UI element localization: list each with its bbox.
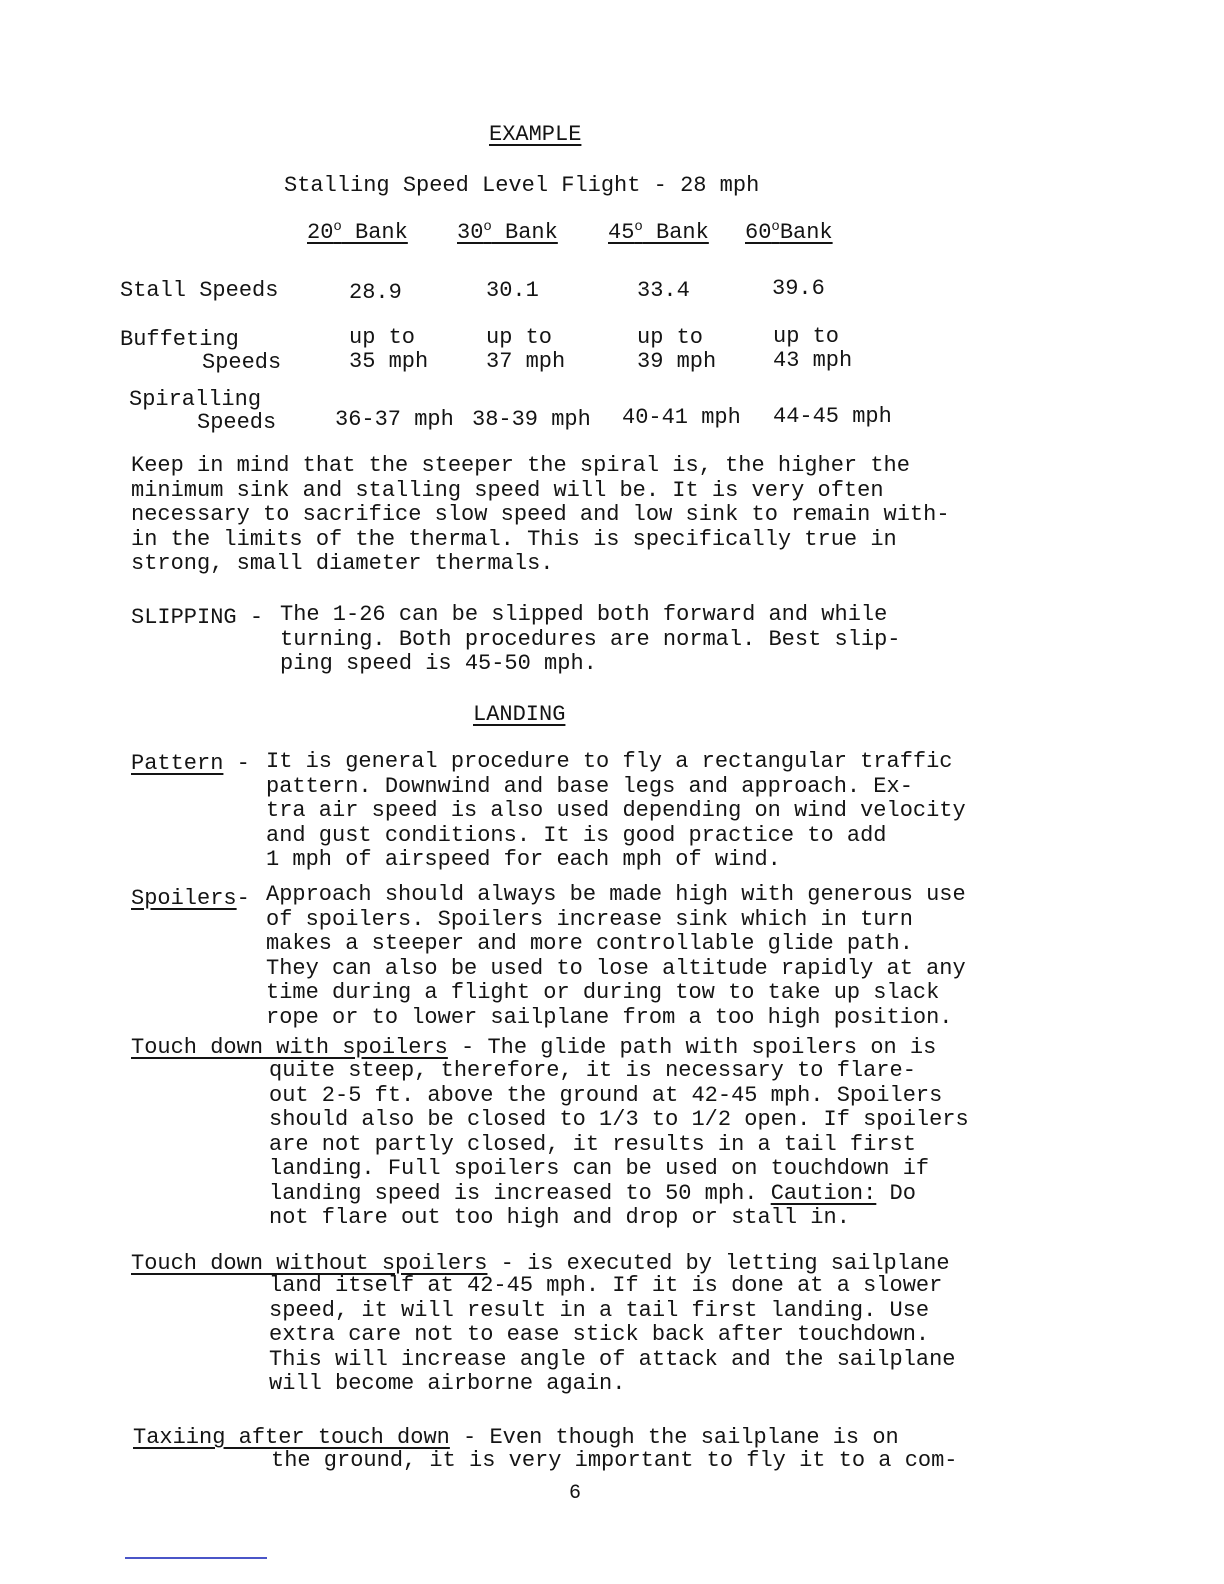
buffeting-value-60: up to 43 mph bbox=[773, 324, 853, 373]
taxiing-text: the ground, it is very important to fly it to a com- bbox=[271, 1448, 958, 1473]
bank-header-45: 45$^o$ Bank bbox=[608, 219, 709, 245]
stall-value-30: 30.1 bbox=[486, 278, 539, 303]
bank-header-20: 20$^o$ Bank bbox=[307, 219, 408, 245]
bank-header-60: 60$^o$Bank bbox=[745, 219, 833, 245]
slipping-text: The 1-26 can be slipped both forward and while turning. Both procedures are normal. Best slip- ping speed is 45-50 mph. bbox=[280, 602, 901, 676]
footer-rule bbox=[125, 1557, 267, 1559]
spiralling-label-2: Speeds bbox=[197, 410, 277, 435]
touch-without-text: land itself at 42-45 mph. If it is done at a slower speed, it will result in a tail first landing. Use extra care not to ease stick back after touchdown. This will increase angle of attack and the sailplane will become airborne again. bbox=[269, 1273, 956, 1396]
stall-speeds-label: Stall Speeds bbox=[120, 278, 279, 303]
buffeting-label-1: Buffeting bbox=[120, 327, 239, 352]
spiralling-value-60: 44-45 mph bbox=[773, 404, 892, 429]
spiralling-value-30: 38-39 mph bbox=[472, 407, 591, 432]
page-number: 6 bbox=[569, 1482, 582, 1505]
example-heading: EXAMPLE bbox=[489, 122, 582, 147]
caution-word: Caution: bbox=[770, 1180, 877, 1206]
spiralling-label-1: Spiralling bbox=[129, 387, 262, 412]
touch-with-first-line: Touch down with spoilers - The glide path with spoilers on is bbox=[131, 1035, 937, 1060]
buffeting-value-30: up to 37 mph bbox=[486, 325, 566, 374]
touch-without-first-line: Touch down without spoilers - is executed by letting sailplane bbox=[131, 1251, 950, 1276]
pattern-text: It is general procedure to fly a rectangular traffic pattern. Downwind and base legs and approach. Ex- tra air speed is also used depending on wind velocity and gust conditions. It is good practice to add 1 mph of airspeed for each mph of wind. bbox=[266, 749, 966, 872]
spoilers-label: Spoilers- bbox=[131, 886, 250, 911]
pattern-label: Pattern - bbox=[131, 751, 250, 776]
spoilers-text: Approach should always be made high with generous use of spoilers. Spoilers increase sink which in turn makes a steeper and more controllable glide path. They can also be used to lose altitude rapidly at any time during a flight or during tow to take up slack rope or to lower sailplane from a too high position. bbox=[266, 882, 966, 1030]
stall-value-20: 28.9 bbox=[349, 280, 402, 305]
stall-level-line: Stalling Speed Level Flight - 28 mph bbox=[284, 173, 760, 198]
buffeting-label-2: Speeds bbox=[202, 350, 282, 375]
landing-heading: LANDING bbox=[473, 702, 566, 727]
taxiing-first-line: Taxiing after touch down - Even though the sailplane is on bbox=[133, 1425, 899, 1450]
buffeting-value-45: up to 39 mph bbox=[637, 325, 717, 374]
touch-with-text: quite steep, therefore, it is necessary to flare- out 2-5 ft. above the ground at 42-45 mph. Spoilers should also be closed to 1/3 to 1/2 open. If spoilers are not partly closed, it results in a tail first landing. Full spoilers can be used on touchdown if landing speed is increased to 50 mph. Caution: Do not flare out too high and drop or stall in. bbox=[269, 1058, 969, 1230]
slipping-label: SLIPPING - bbox=[131, 605, 264, 630]
bank-header-30: 30$^o$ Bank bbox=[457, 219, 558, 245]
buffeting-value-20: up to 35 mph bbox=[349, 325, 429, 374]
stall-value-60: 39.6 bbox=[772, 276, 825, 301]
spiralling-value-45: 40-41 mph bbox=[622, 405, 741, 430]
stall-value-45: 33.4 bbox=[637, 278, 690, 303]
keep-in-mind-paragraph: Keep in mind that the steeper the spiral is, the higher the minimum sink and stalling speed will be. It is very often necessary to sacrifice slow speed and low sink to remain with- in the limits of the thermal. This is specifically true in strong, small diameter thermals. bbox=[131, 453, 950, 576]
spiralling-value-20: 36-37 mph bbox=[335, 407, 454, 432]
